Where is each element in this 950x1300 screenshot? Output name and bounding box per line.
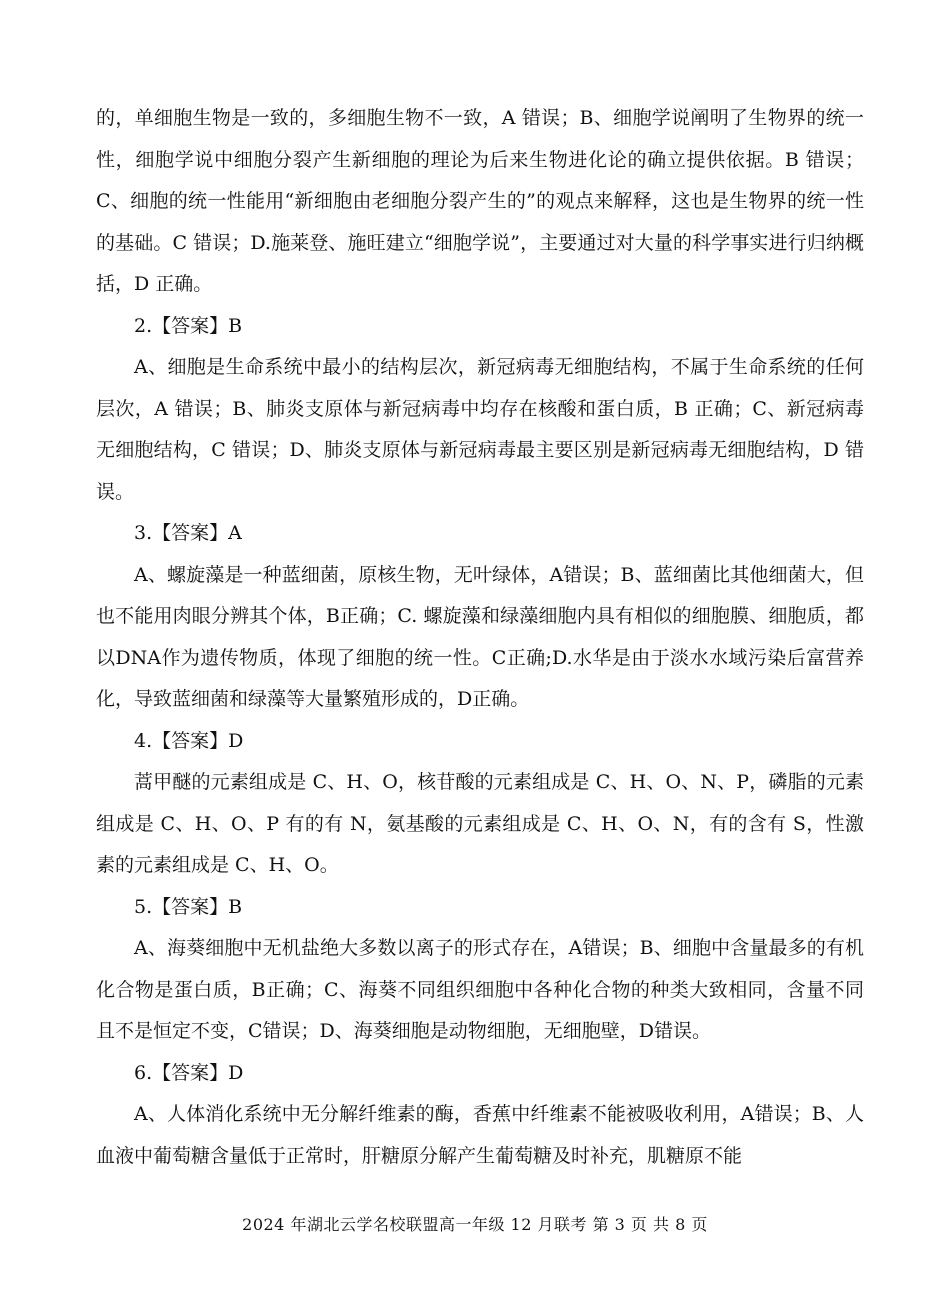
explanation-text: 蒿甲醚的元素组成是 C、H、O，核苷酸的元素组成是 C、H、O、N、P，磷脂的元素组成是 C、H、O、P 有的有 N，氨基酸的元素组成是 C、H、O、N，有的含有 S，性激素的元素组成是 C、H、O。	[96, 771, 864, 876]
explanation-text: A、海葵细胞中无机盐绝大多数以离子的形式存在，A错误；B、细胞中含量最多的有机化合物是蛋白质，B正确；C、海葵不同组织细胞中各种化合物的种类大致相同，含量不同且不是恒定不变，C错误；D、海葵细胞是动物细胞，无细胞壁，D错误。	[96, 937, 864, 1042]
question-3	[96, 513, 864, 721]
explanation-text: A、螺旋藻是一种蓝细菌，原核生物，无叶绿体，A错误；B、蓝细菌比其他细菌大，但也不能用肉眼分辨其个体，B正确；C. 螺旋藻和绿藻细胞内具有相似的细胞膜、细胞质，都以DNA作为遗传物质，体现了细胞的统一性。C正确;D.水华是由于淡水水域污染后富营养化，导致蓝细菌和绿藻等大量繁殖形成的，D正确。	[96, 563, 864, 710]
question-4	[96, 721, 864, 887]
answer-explanations	[96, 98, 864, 1177]
answer-label: 2.【答案】B	[134, 314, 243, 337]
explanation-text: A、人体消化系统中无分解纤维素的酶，香蕉中纤维素不能被吸收利用，A错误；B、人血液中葡萄糖含量低于正常时，肝糖原分解产生葡萄糖及时补充，肌糖原不能	[96, 1103, 864, 1167]
explanation-text: A、细胞是生命系统中最小的结构层次，新冠病毒无细胞结构，不属于生命系统的任何层次，A 错误；B、肺炎支原体与新冠病毒中均存在核酸和蛋白质，B 正确；C、新冠病毒无细胞结构，C 错误；D、肺炎支原体与新冠病毒最主要区别是新冠病毒无细胞结构，D 错误。	[96, 356, 864, 503]
answer-label: 6.【答案】D	[134, 1061, 244, 1084]
question-2	[96, 306, 864, 514]
continued-explanation: 的，单细胞生物是一致的，多细胞生物不一致，A 错误；B、细胞学说阐明了生物界的统一性，细胞学说中细胞分裂产生新细胞的理论为后来生物进化论的确立提供依据。B 错误；C、细胞的统一性能用“新细胞由老细胞分裂产生的”的观点来解释，这也是生物界的统一性的基础。C 错误；D.施莱登、施旺建立“细胞学说”，主要通过对大量的科学事实进行归纳概括，D 正确。	[96, 107, 864, 295]
answer-label: 3.【答案】A	[134, 522, 242, 544]
answer-label: 5.【答案】B	[134, 895, 243, 918]
question-6	[96, 1053, 864, 1178]
question-5	[96, 887, 864, 1053]
page-footer: 2024 年湖北云学名校联盟高一年级 12 月联考 第 3 页 共 8 页	[242, 1215, 708, 1234]
answer-label: 4.【答案】D	[134, 729, 244, 752]
